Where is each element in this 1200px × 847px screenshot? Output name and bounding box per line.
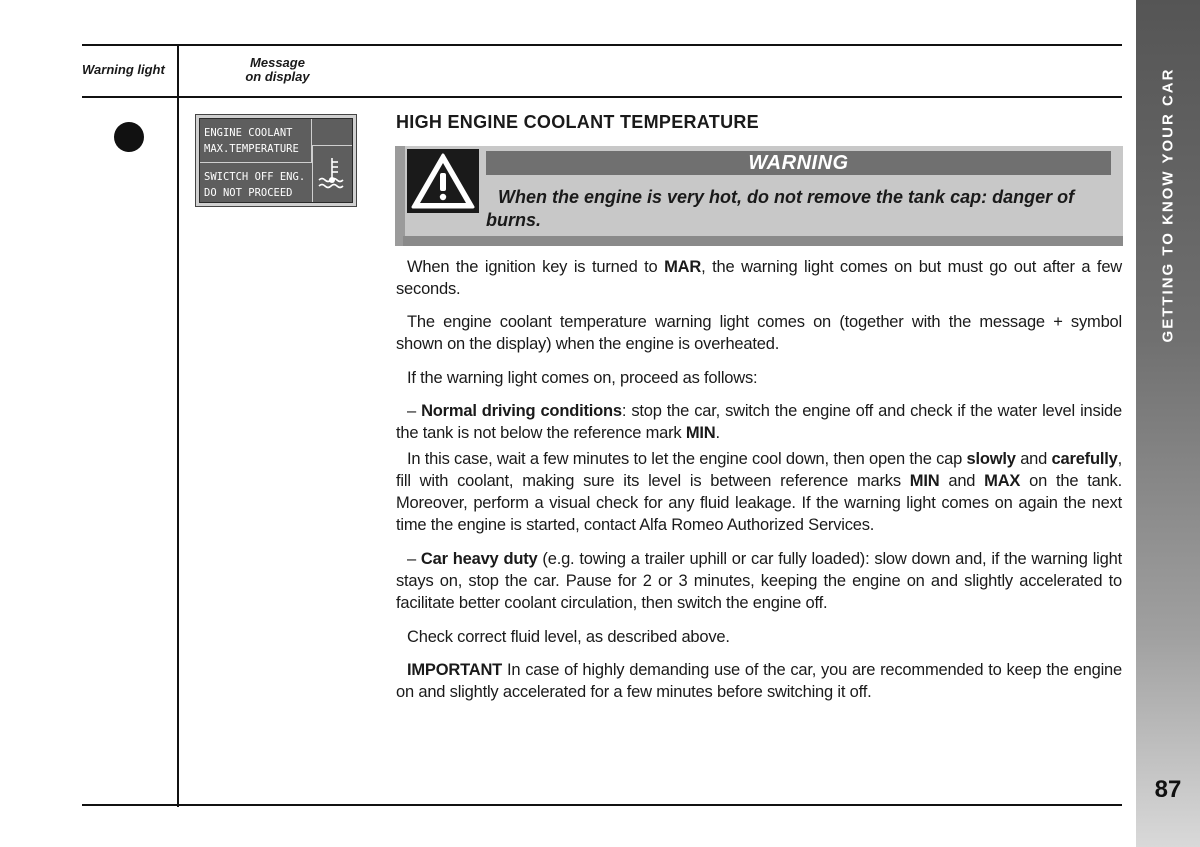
- paragraph-1: [396, 256, 1122, 300]
- p4-bold-min: MIN: [685, 424, 716, 442]
- p5-text-g: and: [939, 472, 985, 490]
- warning-triangle-icon: [407, 149, 479, 213]
- display-line1: ENGINE COOLANT: [204, 127, 293, 139]
- p5-bold-min: MIN: [909, 472, 940, 490]
- display-message-panel: [195, 114, 357, 207]
- p5-bold-slowly: slowly: [966, 450, 1016, 468]
- table-bottom-rule: [82, 804, 1122, 806]
- paragraph-4: [396, 400, 1122, 444]
- p5-bold-max: MAX: [984, 472, 1021, 490]
- page-number: 87: [1154, 776, 1182, 803]
- warning-text: When the engine is very hot, do not remove the tank cap: danger of burns.: [486, 187, 1075, 230]
- display-line4: DO NOT PROCEED: [204, 187, 293, 199]
- p6-bold-heavy-duty: Car heavy duty: [420, 550, 538, 568]
- p5-text-a: In this case, wait a few minutes to let the engine cool down, then open the cap: [407, 450, 967, 468]
- section-heading: HIGH ENGINE COOLANT TEMPERATURE: [396, 112, 759, 132]
- paragraph-7: Check correct fluid level, as described above.: [407, 628, 730, 646]
- p6-text-c: (e.g. towing a trailer uphill or car fully loaded): slow down and, if the warning light stays on, stop the car. Pause for 2 or 3 minutes, keeping the engine on and slightly accelerated to facilitate better coolant circulation, then switch the engine off.: [396, 550, 1122, 612]
- paragraph-3: If the warning light comes on, proceed as follows:: [407, 369, 758, 387]
- table-header-rule: [82, 96, 1122, 98]
- p1-text-c: , the warning light comes on but must go out after a few seconds.: [396, 258, 1123, 298]
- table-top-rule: [82, 44, 1122, 46]
- p4-text-e: .: [715, 424, 720, 442]
- header-message-on-display: [220, 56, 335, 84]
- display-line3: SWICTCH OFF ENG.: [204, 171, 306, 183]
- p5-bold-carefully: carefully: [1051, 450, 1118, 468]
- black-dot-icon: [114, 122, 144, 152]
- warning-box-shadow-bottom: [403, 236, 1123, 246]
- p5-text-e: , fill with coolant, making sure its level is between reference marks: [396, 450, 1122, 490]
- display-line2: MAX.TEMPERATURE: [204, 143, 299, 155]
- paragraph-5: [396, 448, 1122, 536]
- p1-text-a: When the ignition key is turned to: [407, 258, 665, 276]
- p4-dash: –: [407, 402, 422, 420]
- p4-text-c: : stop the car, switch the engine off and check if the water level inside the tank is not below the reference mark: [396, 402, 1122, 442]
- p8-bold-important: IMPORTANT: [407, 661, 503, 679]
- p4-bold-normal-driving: Normal driving conditions: [421, 402, 622, 420]
- paragraph-2: The engine coolant temperature warning light comes on (together with the message + symbol shown on the display) when the engine is overheated.: [396, 313, 1122, 353]
- chapter-title: GETTING TO KNOW YOUR CAR: [1159, 67, 1177, 343]
- header-warning-light: Warning light: [82, 62, 165, 77]
- p5-text-i: on the tank. Moreover, perform a visual check for any fluid leakage. If the warning light comes on again the next time the engine is started, contact Alfa Romeo Authorized Services.: [396, 472, 1122, 534]
- table-column-divider: [177, 45, 179, 807]
- display-screen: [199, 118, 353, 203]
- coolant-temperature-icon: [312, 145, 352, 202]
- paragraph-8: [396, 659, 1122, 703]
- header-message-line2: on display: [245, 69, 310, 84]
- p5-text-c: and: [1015, 450, 1052, 468]
- p6-dash: –: [407, 550, 421, 568]
- header-message-line1: Message: [250, 55, 305, 70]
- paragraph-6: [396, 548, 1122, 614]
- warning-label: WARNING: [486, 151, 1111, 175]
- p1-bold-mar: MAR: [664, 258, 702, 276]
- warning-box-shadow-left: [395, 146, 405, 246]
- display-top-block: [200, 119, 312, 163]
- display-bottom-block: [200, 163, 316, 201]
- p8-text-b: In case of highly demanding use of the car, you are recommended to keep the engine on and slightly accelerated for a few minutes before switching it off.: [396, 661, 1122, 701]
